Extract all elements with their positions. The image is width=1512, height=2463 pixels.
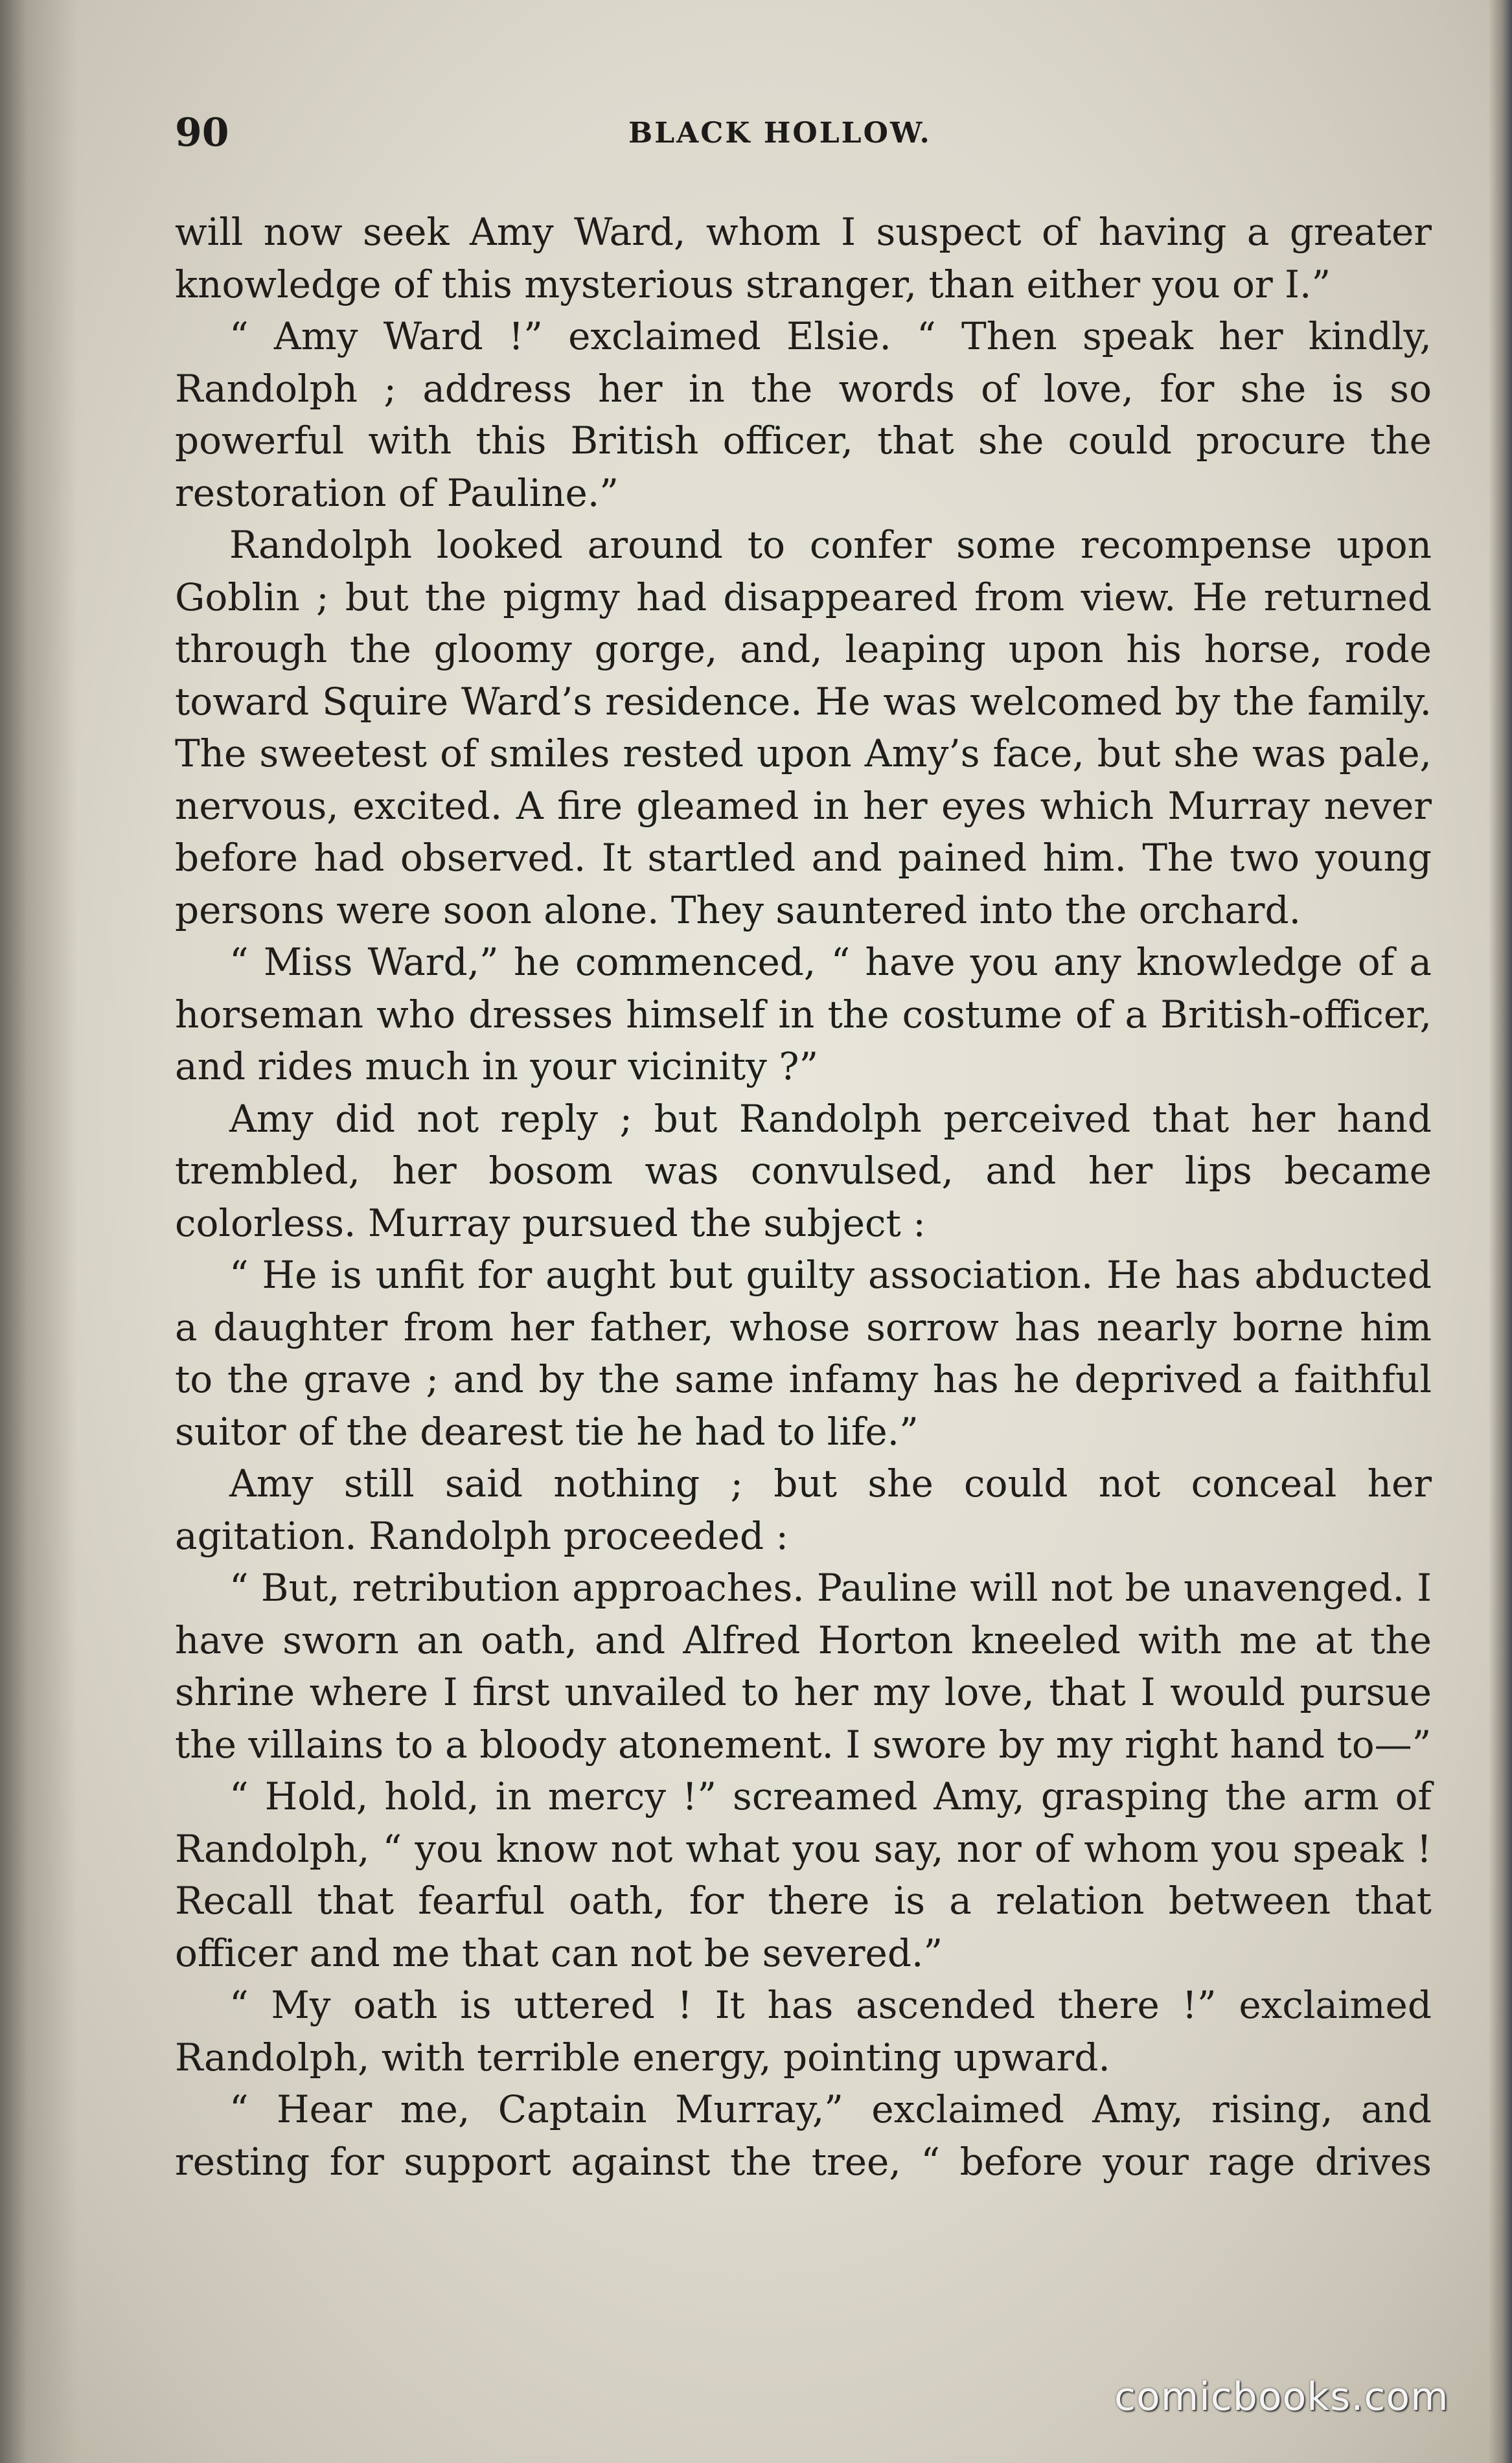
- binding-shadow: [0, 0, 78, 2463]
- paragraph: will now seek Amy Ward, whom I suspect of having a greater knowledge of this mysterious stranger, than either you or I.”: [175, 210, 1432, 306]
- paragraph: “ Amy Ward !” exclaimed Elsie. “ Then speak her kindly, Randolph ; address her in the words of love, for she is so powerful with this British officer, that she could procure the restoration of Pauline.”: [175, 314, 1432, 515]
- watermark: comicbooks.com: [1114, 2374, 1449, 2420]
- page-edge: [1489, 0, 1512, 2463]
- body-text: [175, 206, 1432, 2188]
- page-header: [175, 110, 1432, 168]
- paragraph: “ But, retribution approaches. Pauline will not be unavenged. I have sworn an oath, and Alfred Horton kneeled with me at the shrine where I first unvailed to her my love, that I would pursue the villains to a bloody atonement. I swore by my right hand to—”: [175, 1566, 1432, 1767]
- page-number: 90: [175, 110, 229, 155]
- paragraph: Randolph looked around to confer some recompense upon Goblin ; but the pigmy had disappeared from view. He returned through the gloomy gorge, and, leaping upon his horse, rode toward Squire Ward’s residence. He was welcomed by the family. The sweetest of smiles rested upon Amy’s face, but she was pale, nervous, excited. A fire gleamed in her eyes which Murray never before had observed. It startled and pained him. The two young persons were soon alone. They sauntered into the orchard.: [175, 523, 1432, 932]
- paragraph: Amy still said nothing ; but she could not conceal her agitation. Randolph proceeded :: [175, 1461, 1432, 1558]
- paragraph: “ He is unfit for aught but guilty association. He has abducted a daughter from her father, whose sorrow has nearly borne him to the grave ; and by the same infamy has he deprived a faithful suitor of the dearest tie he had to life.”: [175, 1253, 1432, 1454]
- paragraph: Amy did not reply ; but Randolph perceived that her hand trembled, her bosom was convulsed, and her lips became colorless. Murray pursued the subject :: [175, 1096, 1432, 1245]
- paragraph: “ My oath is uttered ! It has ascended there !” exclaimed Randolph, with terrible energy, pointing upward.: [175, 1983, 1432, 2079]
- paragraph: “ Hold, hold, in mercy !” screamed Amy, grasping the arm of Randolph, “ you know not what you say, nor of whom you speak ! Recall that fearful oath, for there is a relation between that officer and me that can not be severed.”: [175, 1774, 1432, 1975]
- paragraph: “ Hear me, Captain Murray,” exclaimed Amy, rising, and resting for support against the tree, “ before your rage drives: [175, 2087, 1432, 2184]
- paragraph: “ Miss Ward,” he commenced, “ have you any knowledge of a horseman who dresses himself in the costume of a British-officer, and rides much in your vicinity ?”: [175, 940, 1432, 1088]
- running-head: BLACK HOLLOW.: [628, 117, 932, 150]
